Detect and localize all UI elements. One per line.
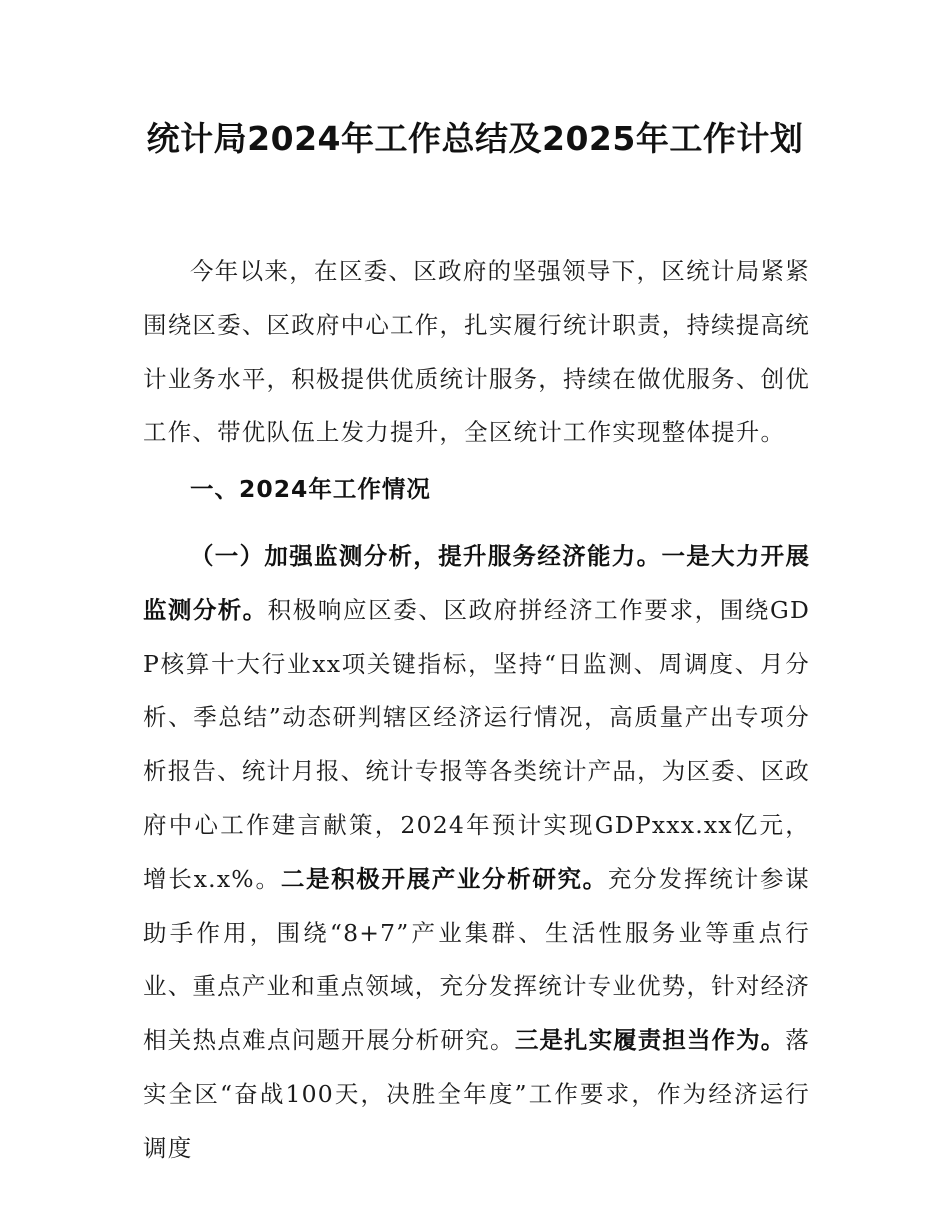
intro-paragraph: 今年以来，在区委、区政府的坚强领导下，区统计局紧紧围绕区委、区政府中心工作，扎实履行统计职责，持续提高统计业务水平，积极提供优质统计服务，持续在做优服务、创优工作、带优队伍上发力提升，全区统计工作实现整体提升。 — [143, 257, 810, 447]
point-1-lead: 一是大力开展监测分析。 — [143, 542, 810, 624]
point-3-lead: 三是扎实履责担当作为。 — [514, 1026, 786, 1055]
point-2-lead: 二是积极开展产业分析研究。 — [280, 864, 608, 893]
document-title: 统计局2024年工作总结及2025年工作计划 — [146, 119, 804, 158]
section-1-paragraph — [143, 530, 810, 1176]
subheading-1: （一）加强监测分析，提升服务经济能力。 — [190, 542, 662, 570]
point-2-text: 充分发挥统计参谋助手作用，围绕“8+7”产业集群、生活性服务业等重点行业、重点产业和重点领域，充分发挥统计专业优势，针对经济相关热点难点问题开展分析研究。 — [143, 864, 810, 1055]
point-3-text: 落实全区“奋战100天，决胜全年度”工作要求，作为经济运行调度 — [143, 1026, 811, 1162]
point-1-text: 积极响应区委、区政府拼经济工作要求，围绕GDP核算十大行业xx项关键指标，坚持“日监测、周调度、月分析、季总结”动态研判辖区经济运行情况，高质量产出专项分析报告、统计月报、统计专报等各类统计产品，为区委、区政府中心工作建言献策，2024年预计实现GDPxxx.xx亿元，增长x.x%。 — [143, 595, 811, 893]
section-1-heading: 一、2024年工作情况 — [190, 475, 431, 503]
